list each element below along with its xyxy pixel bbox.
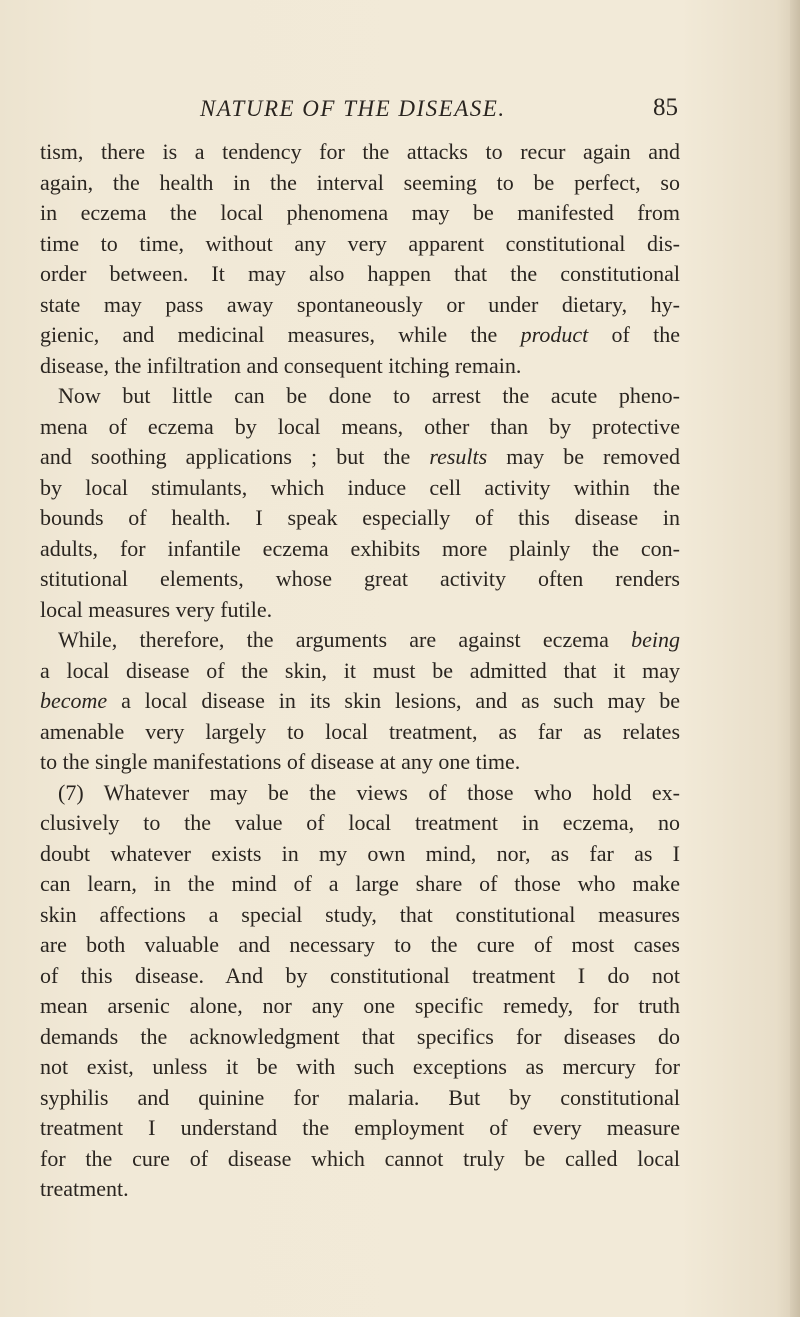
line-text: mean arsenic alone, nor any one specific remedy, for truth xyxy=(40,993,680,1018)
line-text: state may pass away spontaneously or under dietary, hy- xyxy=(40,291,680,317)
line-text: disease, the infiltration and consequent itching remain. xyxy=(40,352,522,378)
text-line xyxy=(40,259,680,290)
text-line xyxy=(40,839,680,870)
text-line xyxy=(40,778,680,809)
line-text: tism, there is a tendency for the attacks to recur again and xyxy=(40,139,680,164)
body-text xyxy=(40,137,680,1205)
text-line xyxy=(40,198,680,229)
text-line xyxy=(40,442,680,473)
line-text: local measures very futile. xyxy=(40,596,273,622)
text-line xyxy=(40,1144,680,1175)
line-text: can learn, in the mind of a large share of those who make xyxy=(40,871,680,896)
line-text: doubt whatever exists in my own mind, nor, as far as I xyxy=(40,840,680,866)
text-line xyxy=(40,1083,680,1114)
text-line xyxy=(40,351,680,382)
line-text: (7) Whatever may be the views of those who hold ex- xyxy=(58,779,680,805)
text-line xyxy=(40,1022,680,1053)
text-line xyxy=(40,168,680,199)
text-line xyxy=(40,1113,680,1144)
italic-word: being xyxy=(631,627,680,652)
text-line xyxy=(40,534,680,565)
text-line xyxy=(40,930,680,961)
text-line xyxy=(40,747,680,778)
line-text: treatment I understand the employment of every measure xyxy=(40,1115,680,1140)
page-header xyxy=(150,94,678,134)
line-text: a local disease of the skin, it must be admitted that it may xyxy=(40,657,680,683)
text-line xyxy=(40,473,680,504)
line-text: time to time, without any very apparent constitutional dis- xyxy=(40,230,680,256)
line-text: are both valuable and necessary to the cure of most cases xyxy=(40,932,680,957)
line-text: clusively to the value of local treatment in eczema, no xyxy=(40,810,680,835)
line-text: for the cure of disease which cannot truly be called local xyxy=(40,1145,680,1171)
line-text: to the single manifestations of disease at any one time. xyxy=(40,749,521,774)
line-text-after: a local disease in its skin lesions, and as such may be xyxy=(107,688,680,713)
line-text: bounds of health. I speak especially of this disease in xyxy=(40,505,680,530)
line-text: by local stimulants, which induce cell activity within the xyxy=(40,474,680,500)
line-text-after: may be removed xyxy=(487,444,680,469)
text-line xyxy=(40,961,680,992)
line-text-before: While, therefore, the arguments are against eczema xyxy=(58,627,632,652)
line-text: syphilis and quinine for malaria. But by constitutional xyxy=(40,1084,680,1110)
text-line xyxy=(40,137,680,168)
italic-word: results xyxy=(429,444,488,469)
text-line xyxy=(40,625,680,656)
text-line xyxy=(40,320,680,351)
line-text: treatment. xyxy=(40,1176,129,1201)
text-line xyxy=(40,1052,680,1083)
line-text: of this disease. And by constitutional treatment I do not xyxy=(40,962,680,988)
text-line xyxy=(40,656,680,687)
text-line xyxy=(40,595,680,626)
text-line xyxy=(40,686,680,717)
text-line xyxy=(40,503,680,534)
text-line xyxy=(40,900,680,931)
line-text-before: and soothing applications ; but the xyxy=(40,444,430,469)
text-line xyxy=(40,229,680,260)
italic-word: product xyxy=(520,322,589,347)
running-head: NATURE OF THE DISEASE. xyxy=(200,96,506,121)
line-text: Now but little can be done to arrest the acute pheno- xyxy=(58,383,680,408)
text-line xyxy=(40,1174,680,1205)
line-text: not exist, unless it be with such exceptions as mercury for xyxy=(40,1054,680,1079)
italic-word: become xyxy=(40,688,108,713)
text-line xyxy=(40,869,680,900)
text-line xyxy=(40,991,680,1022)
text-line xyxy=(40,564,680,595)
page-edge-shadow xyxy=(790,0,800,1317)
line-text: demands the acknowledgment that specifics for diseases do xyxy=(40,1023,680,1049)
line-text: in eczema the local phenomena may be manifested from xyxy=(40,200,680,225)
line-text: amenable very largely to local treatment, as far as relates xyxy=(40,718,680,744)
line-text: again, the health in the interval seeming to be perfect, so xyxy=(40,169,680,195)
text-line xyxy=(40,717,680,748)
line-text: stitutional elements, whose great activity often renders xyxy=(40,566,680,591)
text-line xyxy=(40,412,680,443)
line-text: skin affections a special study, that constitutional measures xyxy=(40,901,680,927)
line-text: mena of eczema by local means, other than by protective xyxy=(40,413,680,439)
page-number: 85 xyxy=(653,94,678,121)
line-text-before: gienic, and medicinal measures, while the xyxy=(40,322,521,347)
line-text: adults, for infantile eczema exhibits more plainly the con- xyxy=(40,535,680,561)
text-line xyxy=(40,808,680,839)
line-text-after: of the xyxy=(588,322,680,347)
text-line xyxy=(40,290,680,321)
text-line xyxy=(40,381,680,412)
line-text: order between. It may also happen that the constitutional xyxy=(40,261,680,286)
